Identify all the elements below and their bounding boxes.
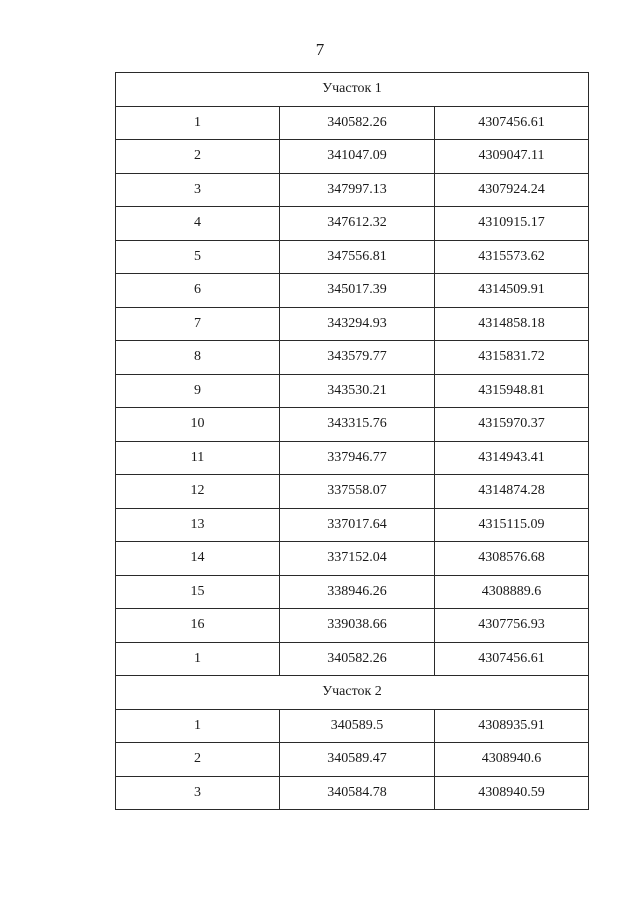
x-coordinate-cell: 338946.26 xyxy=(280,575,435,609)
section-title: Участок 2 xyxy=(116,676,589,710)
x-coordinate-cell: 339038.66 xyxy=(280,609,435,643)
x-coordinate-cell: 337946.77 xyxy=(280,441,435,475)
table-row xyxy=(116,341,589,375)
section-header-row xyxy=(116,73,589,107)
section-header-row xyxy=(116,676,589,710)
coordinates-table xyxy=(115,72,589,810)
table-row xyxy=(116,207,589,241)
point-number-cell: 15 xyxy=(116,575,280,609)
y-coordinate-cell: 4314509.91 xyxy=(435,274,589,308)
table-row xyxy=(116,240,589,274)
y-coordinate-cell: 4315573.62 xyxy=(435,240,589,274)
point-number-cell: 10 xyxy=(116,408,280,442)
x-coordinate-cell: 340582.26 xyxy=(280,642,435,676)
table-row xyxy=(116,307,589,341)
y-coordinate-cell: 4315948.81 xyxy=(435,374,589,408)
point-number-cell: 14 xyxy=(116,542,280,576)
point-number-cell: 13 xyxy=(116,508,280,542)
y-coordinate-cell: 4309047.11 xyxy=(435,140,589,174)
y-coordinate-cell: 4308940.6 xyxy=(435,743,589,777)
x-coordinate-cell: 340589.47 xyxy=(280,743,435,777)
x-coordinate-cell: 343579.77 xyxy=(280,341,435,375)
x-coordinate-cell: 337017.64 xyxy=(280,508,435,542)
x-coordinate-cell: 343530.21 xyxy=(280,374,435,408)
x-coordinate-cell: 343315.76 xyxy=(280,408,435,442)
x-coordinate-cell: 337152.04 xyxy=(280,542,435,576)
table-row xyxy=(116,441,589,475)
point-number-cell: 2 xyxy=(116,140,280,174)
y-coordinate-cell: 4307756.93 xyxy=(435,609,589,643)
table-row xyxy=(116,642,589,676)
y-coordinate-cell: 4307456.61 xyxy=(435,642,589,676)
y-coordinate-cell: 4314858.18 xyxy=(435,307,589,341)
point-number-cell: 1 xyxy=(116,709,280,743)
x-coordinate-cell: 340582.26 xyxy=(280,106,435,140)
table-row xyxy=(116,508,589,542)
point-number-cell: 7 xyxy=(116,307,280,341)
table-row xyxy=(116,609,589,643)
y-coordinate-cell: 4308940.59 xyxy=(435,776,589,810)
point-number-cell: 16 xyxy=(116,609,280,643)
point-number-cell: 11 xyxy=(116,441,280,475)
y-coordinate-cell: 4307924.24 xyxy=(435,173,589,207)
point-number-cell: 1 xyxy=(116,106,280,140)
x-coordinate-cell: 337558.07 xyxy=(280,475,435,509)
x-coordinate-cell: 341047.09 xyxy=(280,140,435,174)
table-row xyxy=(116,743,589,777)
x-coordinate-cell: 345017.39 xyxy=(280,274,435,308)
y-coordinate-cell: 4310915.17 xyxy=(435,207,589,241)
table-row xyxy=(116,575,589,609)
y-coordinate-cell: 4307456.61 xyxy=(435,106,589,140)
x-coordinate-cell: 340589.5 xyxy=(280,709,435,743)
point-number-cell: 5 xyxy=(116,240,280,274)
point-number-cell: 3 xyxy=(116,173,280,207)
y-coordinate-cell: 4308889.6 xyxy=(435,575,589,609)
table-row xyxy=(116,709,589,743)
table-row xyxy=(116,274,589,308)
table-row xyxy=(116,475,589,509)
y-coordinate-cell: 4314943.41 xyxy=(435,441,589,475)
table-row xyxy=(116,173,589,207)
section-title: Участок 1 xyxy=(116,73,589,107)
table-row xyxy=(116,140,589,174)
y-coordinate-cell: 4314874.28 xyxy=(435,475,589,509)
point-number-cell: 1 xyxy=(116,642,280,676)
point-number-cell: 2 xyxy=(116,743,280,777)
y-coordinate-cell: 4315970.37 xyxy=(435,408,589,442)
y-coordinate-cell: 4315115.09 xyxy=(435,508,589,542)
x-coordinate-cell: 343294.93 xyxy=(280,307,435,341)
point-number-cell: 8 xyxy=(116,341,280,375)
y-coordinate-cell: 4308576.68 xyxy=(435,542,589,576)
y-coordinate-cell: 4308935.91 xyxy=(435,709,589,743)
x-coordinate-cell: 340584.78 xyxy=(280,776,435,810)
x-coordinate-cell: 347997.13 xyxy=(280,173,435,207)
x-coordinate-cell: 347612.32 xyxy=(280,207,435,241)
point-number-cell: 9 xyxy=(116,374,280,408)
table-row xyxy=(116,776,589,810)
table-row xyxy=(116,374,589,408)
coordinates-table-body xyxy=(116,73,589,810)
x-coordinate-cell: 347556.81 xyxy=(280,240,435,274)
table-row xyxy=(116,542,589,576)
point-number-cell: 12 xyxy=(116,475,280,509)
y-coordinate-cell: 4315831.72 xyxy=(435,341,589,375)
point-number-cell: 4 xyxy=(116,207,280,241)
table-row xyxy=(116,106,589,140)
point-number-cell: 6 xyxy=(116,274,280,308)
point-number-cell: 3 xyxy=(116,776,280,810)
table-row xyxy=(116,408,589,442)
page-number: 7 xyxy=(315,40,325,59)
